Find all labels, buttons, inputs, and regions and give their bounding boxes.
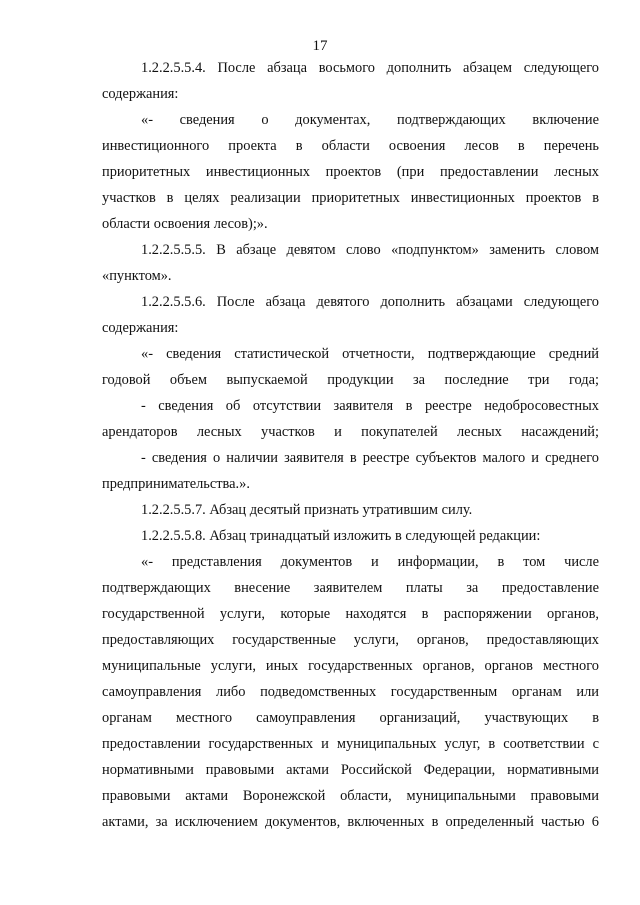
text-line: правовыми актами Воронежской области, муниципальными правовыми bbox=[102, 788, 599, 804]
text-line: 1.2.2.5.5.6. После абзаца девятого дополнить абзацами следующего bbox=[141, 294, 599, 310]
text-line: актами, за исключением документов, включенных в определенный частью 6 bbox=[102, 814, 599, 830]
text-line: предоставлении государственных и муниципальных услуг, в соответствии с bbox=[102, 736, 599, 752]
text-line: - сведения об отсутствии заявителя в реестре недобросовестных bbox=[141, 398, 599, 414]
text-line: 1.2.2.5.5.7. Абзац десятый признать утратившим силу. bbox=[141, 502, 473, 518]
text-line: «- представления документов и информации, в том числе bbox=[141, 554, 599, 570]
text-line: самоуправления либо подведомственных государственным органам или bbox=[102, 684, 599, 700]
text-line: нормативными правовыми актами Российской Федерации, нормативными bbox=[102, 762, 599, 778]
text-line: участков в целях реализации приоритетных инвестиционных проектов в bbox=[102, 190, 599, 206]
text-line: предоставляющих государственные услуги, органов, предоставляющих bbox=[102, 632, 599, 648]
text-line: государственной услуги, которые находятся в распоряжении органов, bbox=[102, 606, 599, 622]
text-line: 1.2.2.5.5.8. Абзац тринадцатый изложить в следующей редакции: bbox=[141, 528, 541, 544]
text-line: содержания: bbox=[102, 320, 179, 336]
text-line: годовой объем выпускаемой продукции за последние три года; bbox=[102, 372, 599, 388]
text-line: приоритетных инвестиционных проектов (при предоставлении лесных bbox=[102, 164, 599, 180]
text-line: содержания: bbox=[102, 86, 179, 102]
text-line: - сведения о наличии заявителя в реестре субъектов малого и среднего bbox=[141, 450, 599, 466]
page-number: 17 bbox=[312, 38, 328, 54]
text-line: подтверждающих внесение заявителем платы за предоставление bbox=[102, 580, 599, 596]
text-line: 1.2.2.5.5.4. После абзаца восьмого дополнить абзацем следующего bbox=[141, 60, 599, 76]
text-line: «пунктом». bbox=[102, 268, 172, 284]
text-line: «- сведения статистической отчетности, подтверждающие средний bbox=[141, 346, 599, 362]
text-line: органам местного самоуправления организаций, участвующих в bbox=[102, 710, 599, 726]
text-line: арендаторов лесных участков и покупателей лесных насаждений; bbox=[102, 424, 599, 440]
text-line: инвестиционного проекта в области освоения лесов в перечень bbox=[102, 138, 599, 154]
text-line: «- сведения о документах, подтверждающих включение bbox=[141, 112, 599, 128]
text-line: области освоения лесов);». bbox=[102, 216, 268, 232]
text-line: 1.2.2.5.5.5. В абзаце девятом слово «подпунктом» заменить словом bbox=[141, 242, 599, 258]
text-line: предпринимательства.». bbox=[102, 476, 250, 492]
text-line: муниципальные услуги, иных государственных органов, органов местного bbox=[102, 658, 599, 674]
